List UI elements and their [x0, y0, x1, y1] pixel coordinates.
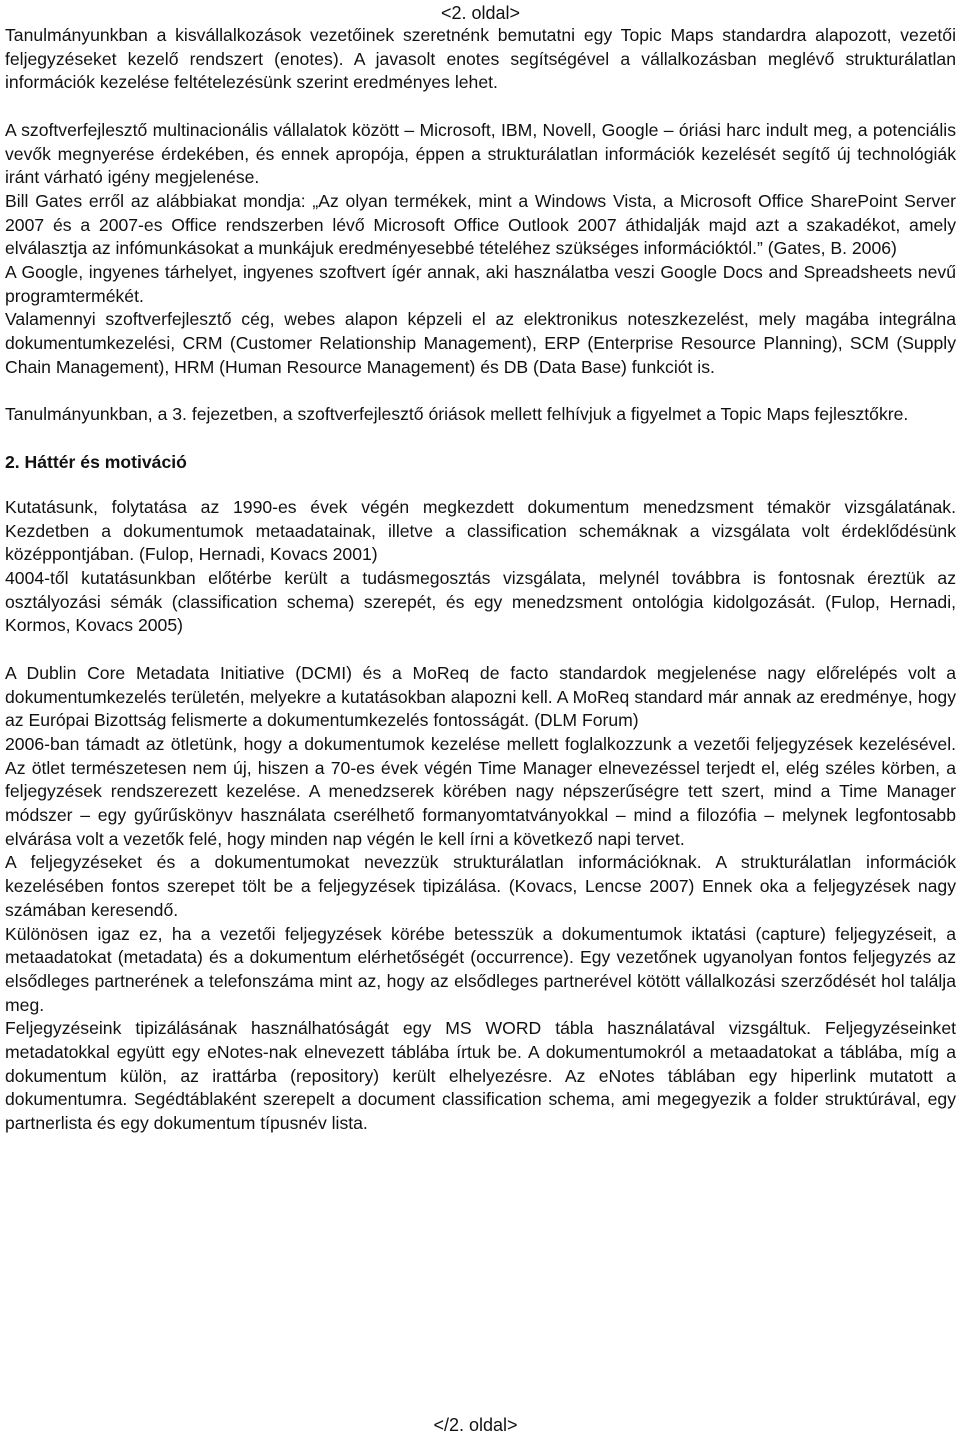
paragraph-ms-word-table: Feljegyzéseink tipizálásának használhatóságát egy MS WORD tábla használatával vizsgáltuk. Feljegyzéseinket metadatokkal együtt egy eNotes-nak elnevezett táblába írtuk be. A dokumentumokról a metaadatokat a táblába, míg a dokumentum külön, az irattárba (repository) került elhelyezésre. Az eNotes táblában egy hiperlink mutatott a dokumentumra. Segédtáblaként szerepelt a document classification schema, ami megegyezik a folder struktúrával, egy partnerlista és egy dokumentum típusnév lista.	[5, 1018, 956, 1134]
paragraph-google: A Google, ingyenes tárhelyet, ingyenes szoftvert ígér annak, aki használatba veszi Google Docs and Spreadsheets nevű programtermékét.	[5, 262, 956, 306]
page-start-marker: <2. oldal>	[440, 3, 521, 23]
paragraph-unstructured-info: A feljegyzéseket és a dokumentumokat nevezzük strukturálatlan információknak. A strukturálatlan információk kezelésében fontos szerepet tölt be a feljegyzések tipizálása. (Kovacs, Lencse 2007) Ennek oka a feljegyzések nagy számában keresendő.	[5, 852, 956, 920]
paragraph-software-companies: Valamennyi szoftverfejlesztő cég, webes alapon képzeli el az elektronikus noteszkezelést, mely magába integrálna dokumentumkezelési, CRM (Customer Relationship Management), ERP (Enterprise Resource Planning), SCM (Supply Chain Management), HRM (Human Resource Management) és DB (Data Base) funkciót is.	[5, 309, 956, 377]
paragraph-chapter-3: Tanulmányunkban, a 3. fejezetben, a szoftverfejlesztő óriások mellett felhívjuk a figyelmet a Topic Maps fejlesztőkre.	[5, 404, 909, 425]
paragraph-knowledge-sharing: 4004-től kutatásunkban előtérbe került a tudásmegosztás vizsgálata, melynél továbbra is fontosnak éreztük az osztályozási sémák (classification schema) szerepét, és egy menedzsment ontológia kidolgozását. (Fulop, Hernadi, Kormos, Kovacs 2005)	[5, 568, 956, 636]
section-heading: 2. Háttér és motiváció	[5, 451, 187, 472]
paragraph-bill-gates-quote: Bill Gates erről az alábbiakat mondja: „Az olyan termékek, mint a Windows Vista, a Microsoft Office SharePoint Server 2007 és a 2007-es Office rendszerben lévő Microsoft Office Outlook 2007 áthidalják majd azt a szakadékot, amely elválasztja az infómunkásokat a munkájuk eredményesebbé tételéhez szükséges információktól.” (Gates, B. 2006)	[5, 190, 956, 259]
paragraph-time-manager: 2006-ban támadt az ötletünk, hogy a dokumentumok kezelése mellett foglalkozzunk a vezetői feljegyzések kezelésével. Az ötlet természetesen nem új, hiszen a 70-es évek végén Time Manager elnevezéssel terjedt el, elég széles körben, a feljegyzések rendszerezett kezelése. A menedzserek körében nagy népszerűségre tett szert, mind a Time Manager módszer – egy gyűrűskönyv használata cserélhető formanyomtatványokkal – mind a filozófia – melynek legfontosabb elvárása volt a vezetők felé, hogy minden nap végén le kell írni a következő napi tervet.	[5, 733, 956, 849]
document-page	[5, 0, 956, 1136]
paragraph-intro: Tanulmányunkban a kisvállalkozások vezetőinek szeretnénk bemutatni egy Topic Maps standardra alapozott, vezetői feljegyzéseket kezelő rendszert (enotes). A javasolt enotes segítségével a vállalkozásban meglévő strukturálatlan információk kezelése feltételezésünk szerint eredményes lehet.	[5, 25, 956, 93]
paragraph-multinationals: A szoftverfejlesztő multinacionális vállalatok között – Microsoft, IBM, Novell, Google – óriási harc indult meg, a potenciális vevők megnyerése érdekében, és ennek apropója, éppen a strukturálatlan információk kezelését segítő új technológiák iránt várható igény megjelenése.	[5, 119, 956, 188]
paragraph-research: Kutatásunk, folytatása az 1990-es évek végén megkezdett dokumentum menedzsment témakör vizsgálatának. Kezdetben a dokumentumok metaadatainak, illetve a classification schemáknak a vizsgálata volt érdeklődésünk középpontjában. (Fulop, Hernadi, Kovacs 2001)	[5, 496, 956, 565]
paragraph-dublin-core: A Dublin Core Metadata Initiative (DCMI) és a MoReq de facto standardok megjelenése nagy előrelépés volt a dokumentumkezelés területén, melyekre a kutatásokban alapozni kell. A MoReq standard már annak az eredménye, hogy az Európai Bizottság felismerte a dokumentumkezelés fontosságát. (DLM Forum)	[5, 662, 956, 731]
page-end-marker: </2. oldal>	[433, 1415, 518, 1435]
paragraph-capture: Különösen igaz ez, ha a vezetői feljegyzések körébe betesszük a dokumentumok iktatási (capture) feljegyzéseit, a metaadatokat (metadata) és a dokumentum elérhetőségét (occurrence). Egy vezetőnek ugyanolyan fontos feljegyzés az elsődleges partnerének a telefonszáma mint az, hogy az elsődleges partnerével kötött vállalkozási szerződését hol találja meg.	[5, 923, 956, 1015]
